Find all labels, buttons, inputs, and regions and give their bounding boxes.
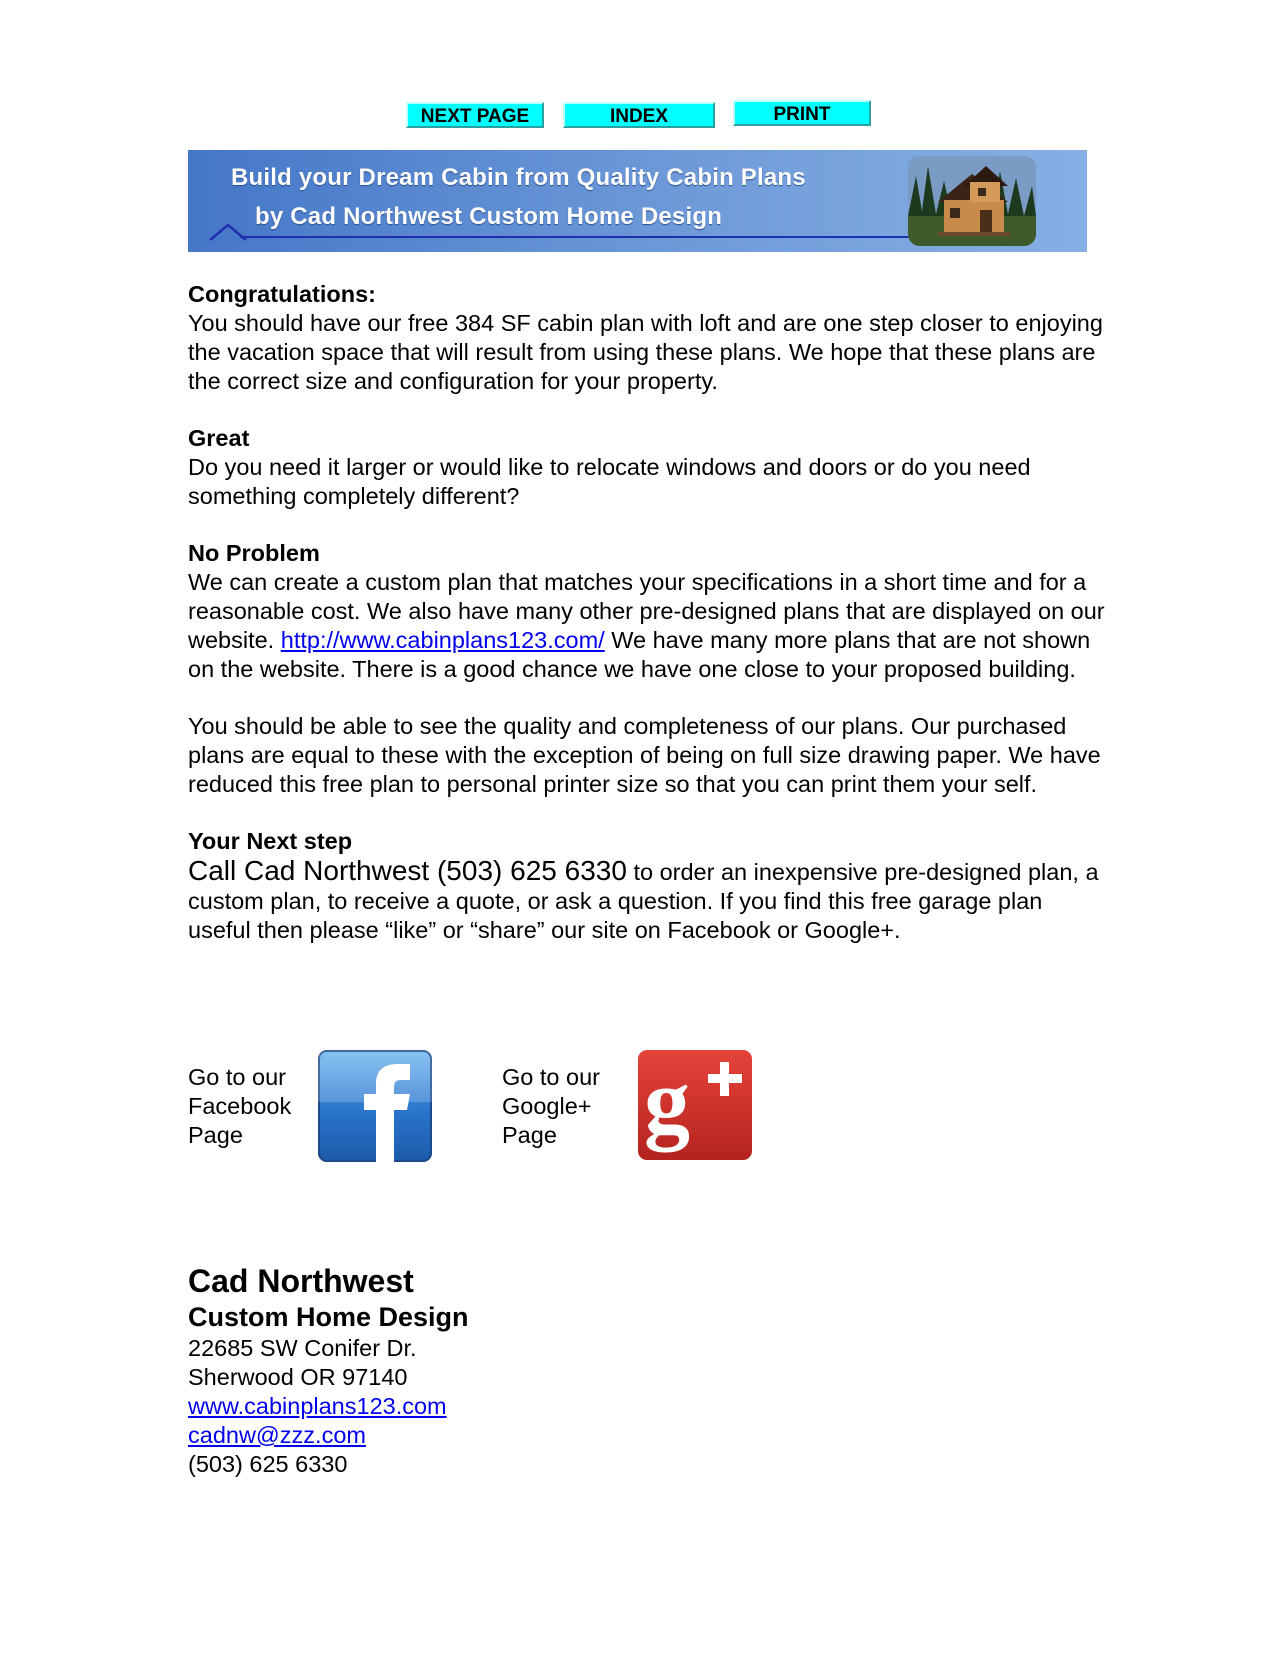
- congratulations-heading: Congratulations:: [188, 281, 376, 307]
- next-step-heading: Your Next step: [188, 828, 353, 854]
- print-button[interactable]: PRINT: [733, 100, 871, 126]
- google-plus-icon[interactable]: [638, 1050, 752, 1160]
- company-subtitle: Custom Home Design: [188, 1302, 469, 1332]
- facebook-label-line1: Go to our: [188, 1064, 286, 1090]
- company-name: Cad Northwest: [188, 1263, 414, 1299]
- website-link[interactable]: http://www.cabinplans123.com/: [280, 627, 605, 653]
- congratulations-text: You should have our free 384 SF cabin plan with loft and are one step closer to enjoying the vacation space that will result from using these plans. We hope that these plans are the correct size and configuration for your property.: [188, 310, 1103, 394]
- footer-email-link[interactable]: cadnw@zzz.com: [188, 1422, 366, 1448]
- no-problem-text-start: We can create a custom plan that matches your specifications in a short time and for a reasonable cost. We also have many other pre-designed plans that are displayed on our website.: [188, 569, 1105, 653]
- social-links: [0, 1050, 1280, 1170]
- house-outline-icon: [208, 220, 248, 242]
- no-problem-text-end: We have many more plans that are not shown on the website. There is a good chance we have one close to your proposed building.: [188, 627, 1091, 682]
- facebook-label-line2: Facebook: [188, 1093, 292, 1119]
- next-step-body: to order an inexpensive pre-designed plan, a custom plan, to receive a quote, or ask a question. If you find this free garage plan useful then please “like” or “share” our site on Facebook or Google+.: [188, 859, 1099, 943]
- next-step-text: [188, 856, 1108, 945]
- main-content: [188, 280, 1108, 973]
- no-problem-text: [188, 568, 1108, 684]
- next-page-button[interactable]: NEXT PAGE: [406, 102, 544, 128]
- street-address: 22685 SW Conifer Dr.: [188, 1335, 417, 1361]
- footer-website-link[interactable]: www.cabinplans123.com: [188, 1393, 447, 1419]
- facebook-label-line3: Page: [188, 1122, 243, 1148]
- contact-footer: [188, 1262, 888, 1479]
- google-label-line3: Page: [502, 1122, 557, 1148]
- cabin-photo: [908, 156, 1036, 246]
- google-plus-label: [502, 1063, 600, 1150]
- google-label-line1: Go to our: [502, 1064, 600, 1090]
- facebook-icon[interactable]: [318, 1050, 432, 1162]
- great-heading: Great: [188, 425, 250, 451]
- svg-text:g: g: [644, 1050, 690, 1152]
- no-problem-heading: No Problem: [188, 540, 320, 566]
- great-text: Do you need it larger or would like to relocate windows and doors or do you need something completely different?: [188, 454, 1031, 509]
- banner-subtitle: by Cad Northwest Custom Home Design: [255, 203, 723, 230]
- banner-underline: [240, 236, 1015, 238]
- city-state-zip: Sherwood OR 97140: [188, 1364, 408, 1390]
- quality-text: You should be able to see the quality and completeness of our plans. Our purchased plans are equal to these with the exception of being on full size drawing paper. We have reduced this free plan to personal printer size so that you can print them your self.: [188, 713, 1101, 797]
- google-label-line2: Google+: [502, 1093, 592, 1119]
- facebook-label: [188, 1063, 291, 1150]
- call-phone-text: Call Cad Northwest (503) 625 6330: [188, 855, 627, 886]
- banner-title: Build your Dream Cabin from Quality Cabin Plans: [231, 164, 806, 191]
- footer-phone: (503) 625 6330: [188, 1451, 348, 1477]
- header-banner: [188, 150, 1087, 252]
- top-navigation: [0, 100, 1280, 134]
- index-button[interactable]: INDEX: [563, 102, 715, 128]
